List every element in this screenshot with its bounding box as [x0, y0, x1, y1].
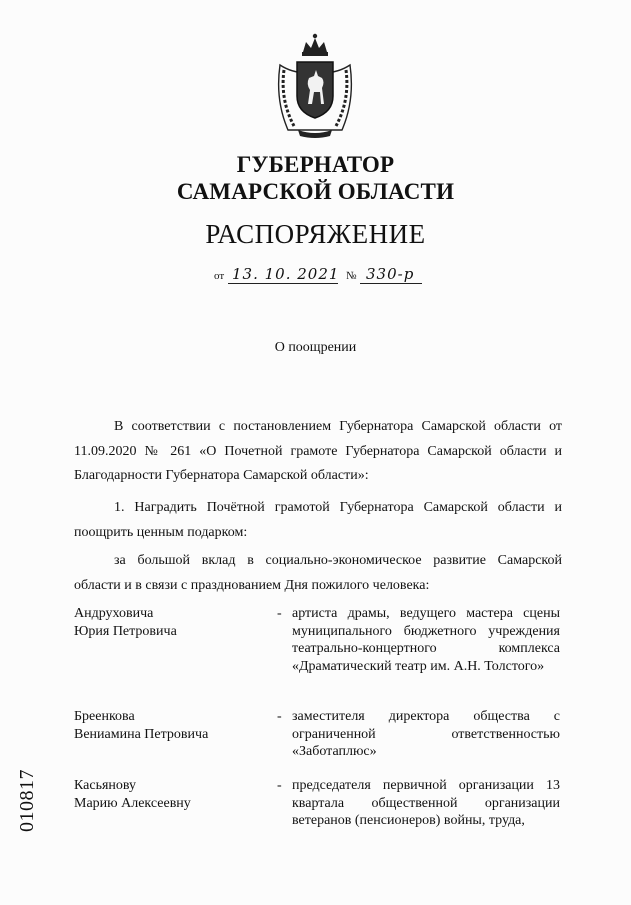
date-from-label: от	[214, 270, 225, 282]
number-value: 330-р	[366, 265, 415, 283]
header-title-line1: ГУБЕРНАТОР	[236, 152, 395, 177]
awardee-description: председателя первичной организации 13 квартала общественной организации ветеранов (пенсионеров) войны, труда,	[292, 778, 560, 828]
awardee-name: Бреенкова Вениамина Петровича	[74, 709, 209, 742]
side-serial-number: 010817	[16, 769, 38, 832]
awardee-name: Касьянову Марию Алексеевну	[74, 778, 191, 811]
awardee-dash: -	[277, 606, 282, 621]
awardee-name: Андруховича Юрия Петровича	[74, 606, 177, 639]
number-label: №	[346, 270, 357, 282]
dateline	[214, 262, 434, 284]
body-paragraph-2: 1. Наградить Почётной грамотой Губернатора Самарской области и поощрить ценным подарком:	[74, 500, 562, 540]
document-subject: О поощрении	[274, 340, 357, 355]
awardee-description: заместителя директора общества с ограниченной ответственностью «Заботаплюс»	[292, 709, 560, 759]
body-paragraph-3: за большой вклад в социально-экономическое развитие Самарской области и в связи с празднованием Дня пожилого человека:	[74, 553, 562, 593]
document-type: РАСПОРЯЖЕНИЕ	[205, 219, 426, 249]
body-paragraph-1: В соответствии с постановлением Губернатора Самарской области от 11.09.2020 № 261 «О Почетной грамоте Губернатора Самарской области и Благодарности Губернатора Самарской области»:	[74, 419, 562, 483]
awardee-description: артиста драмы, ведущего мастера сцены муниципального бюджетного учреждения театрально-концертного комплекса «Драматический театр им. А.Н. Толстого»	[292, 606, 560, 674]
number-underline	[360, 283, 422, 284]
header-title-line2: САМАРСКОЙ ОБЛАСТИ	[176, 179, 455, 204]
samara-coat-of-arms-icon	[270, 30, 360, 140]
date-underline	[228, 283, 338, 284]
awardee-dash: -	[277, 709, 282, 724]
awardee-dash: -	[277, 778, 282, 793]
date-value: 13. 10. 2021	[232, 265, 340, 283]
